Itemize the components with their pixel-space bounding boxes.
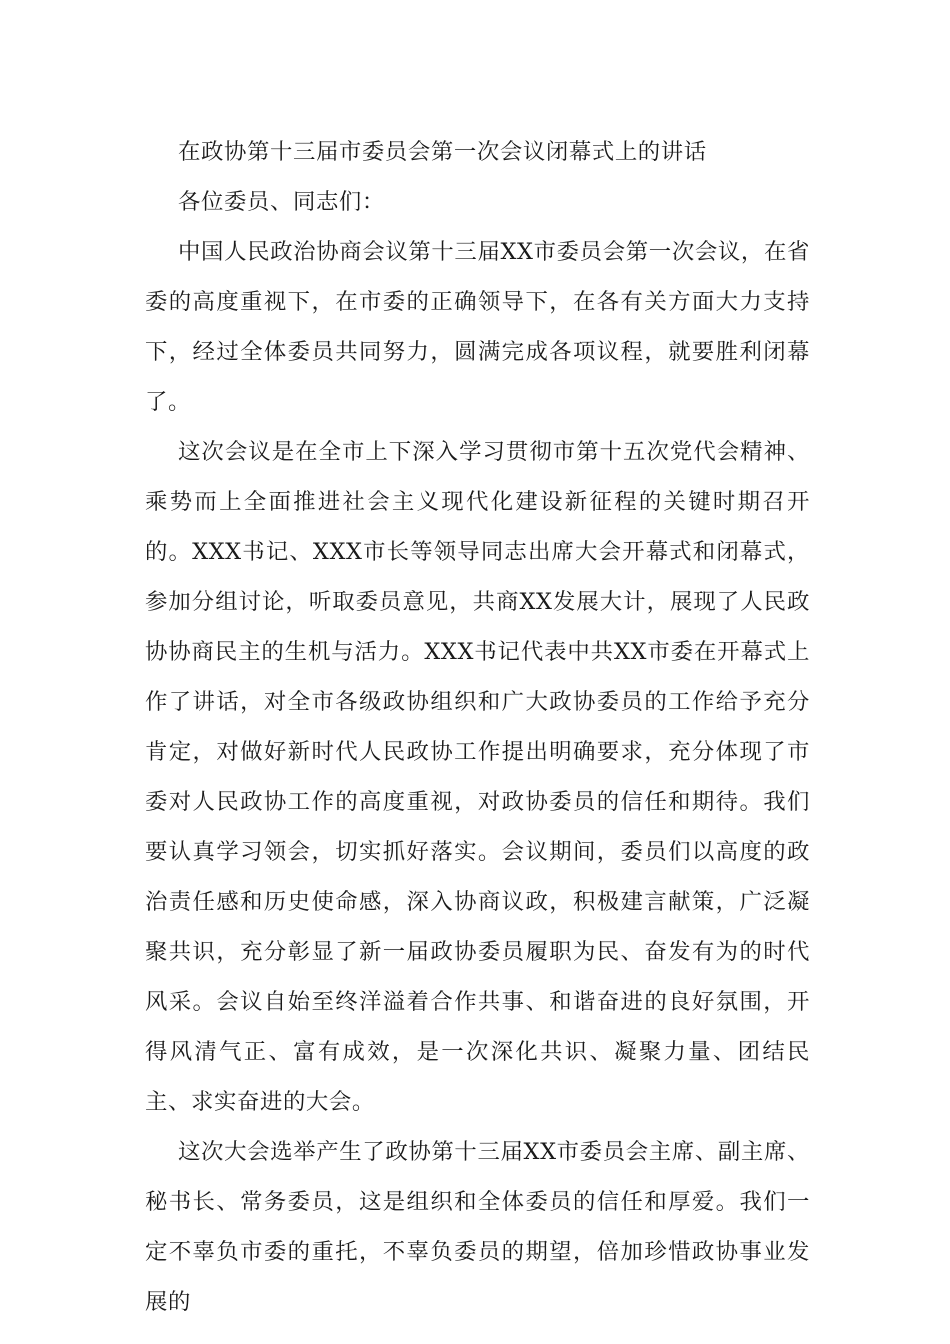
document-page	[145, 127, 810, 1327]
salutation: 各位委员、同志们：	[178, 189, 385, 215]
speech-title: 在政协第十三届市委员会第一次会议闭幕式上的讲话	[178, 139, 707, 165]
paragraph-2: 这次会议是在全市上下深入学习贯彻市第十五次党代会精神、乘势而上全面推进社会主义现代化建设新征程的关键时期召开的。XXX书记、XXX市长等领导同志出席大会开幕式和闭幕式，参加分组讨论，听取委员意见，共商XX发展大计，展现了人民政协协商民主的生机与活力。XXX书记代表中共XX市委在开幕式上作了讲话，对全市各级政协组织和广大政协委员的工作给予充分肯定，对做好新时代人民政协工作提出明确要求，充分体现了市委对人民政协工作的高度重视，对政协委员的信任和期待。我们要认真学习领会，切实抓好落实。会议期间，委员们以高度的政治责任感和历史使命感，深入协商议政，积极建言献策，广泛凝聚共识，充分彰显了新一届政协委员履职为民、奋发有为的时代风采。会议自始至终洋溢着合作共事、和谐奋进的良好氛围，开得风清气正、富有成效，是一次深化共识、凝聚力量、团结民主、求实奋进的大会。	[145, 439, 810, 1115]
paragraph-3: 这次大会选举产生了政协第十三届XX市委员会主席、副主席、秘书长、常务委员，这是组织和全体委员的信任和厚爱。我们一定不辜负市委的重托，不辜负委员的期望，倍加珍惜政协事业发展的	[145, 1139, 810, 1315]
paragraph-1: 中国人民政治协商会议第十三届XX市委员会第一次会议，在省委的高度重视下，在市委的正确领导下，在各有关方面大力支持下，经过全体委员共同努力，圆满完成各项议程，就要胜利闭幕了。	[145, 239, 810, 415]
